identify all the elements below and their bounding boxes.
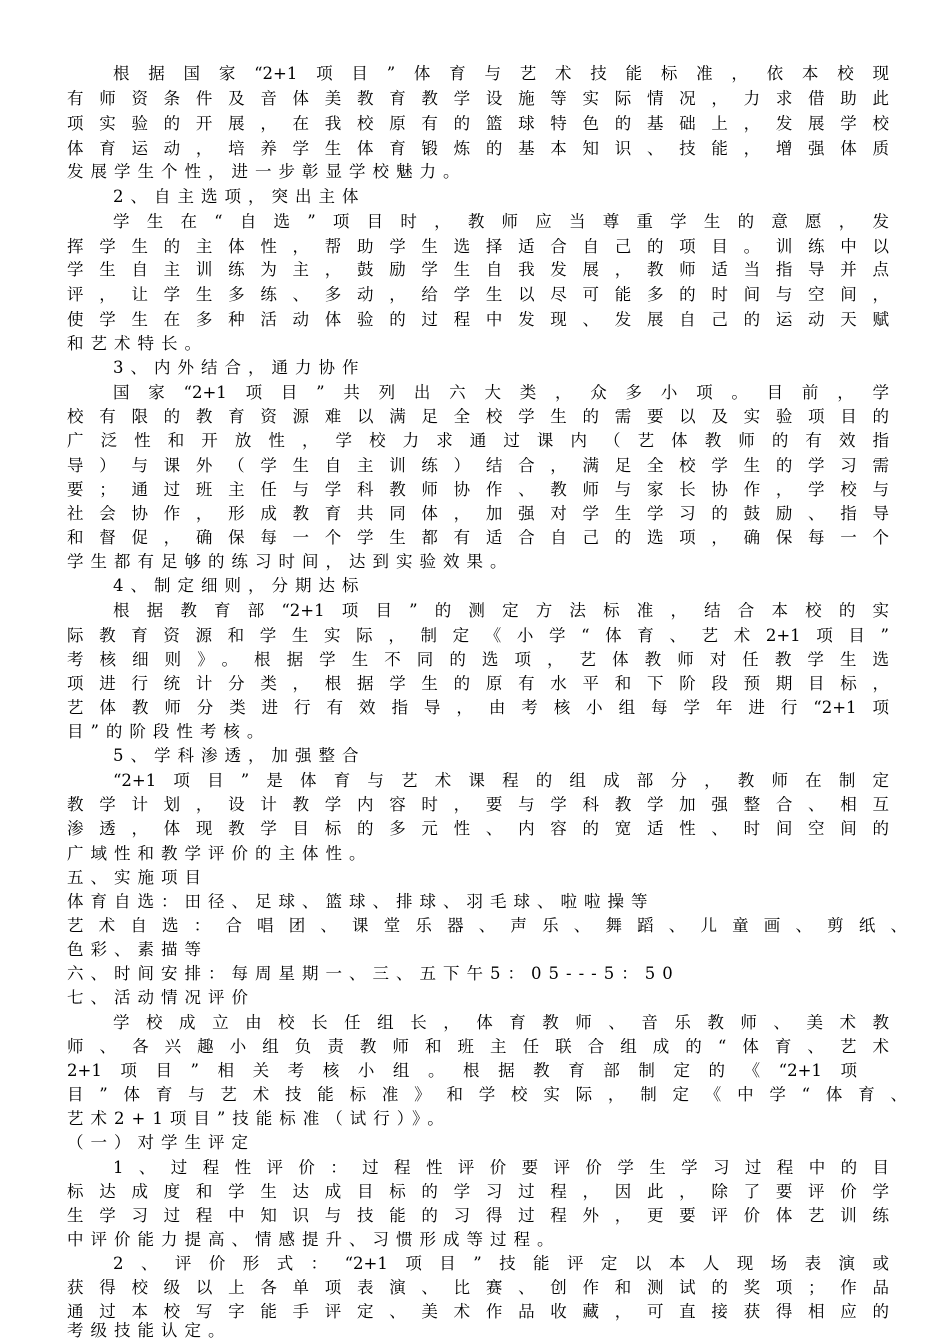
text-line: 项实验的开展，在我校原有的篮球特色的基础上，发展学校 [67, 114, 889, 133]
section-heading: 3、内外结合，通力协作 [113, 358, 366, 377]
text-line: 标达成度和学生达成目标的学习过程，因此，除了要评价学 [67, 1182, 889, 1201]
text-line: 根据国家“2+1项目”体育与艺术技能标准，依本校现 [113, 64, 889, 83]
text-line: 挥学生的主体性，帮助学生选择适合自己的项目。训练中以 [67, 237, 889, 256]
text-line: 2、评价形式：“2+1项目”技能评定以本人现场表演或 [113, 1254, 889, 1273]
text-line: 体育运动，培养学生体育锻炼的基本知识、技能，增强体质 [67, 139, 889, 158]
section-heading: 六、时间安排：每周星期一、三、五下午5：05---5：50 [67, 964, 680, 983]
text-line: 艺术自选：合唱团、课堂乐器、声乐、舞蹈、儿童画、剪纸、 [67, 916, 907, 935]
text-line: 考级技能认定。 [67, 1321, 232, 1340]
text-line: 社会协作，形成教育共同体，加强对学生学习的鼓励、指导 [67, 504, 889, 523]
text-line: 根据教育部“2+1项目”的测定方法标准，结合本校的实 [113, 601, 889, 620]
text-line: 国家“2+1项目”共列出六大类，众多小项。目前，学 [113, 383, 889, 402]
section-heading: 2、自主选项，突出主体 [113, 187, 366, 206]
text-line: 通过本校写字能手评定、美术作品收藏，可直接获得相应的 [67, 1302, 889, 1321]
section-heading: 4、制定细则，分期达标 [113, 576, 366, 595]
text-line: 项进行统计分类，根据学生的原有水平和下阶段预期目标， [67, 674, 889, 693]
text-line: 评，让学生多练、多动，给学生以尽可能多的时间与空间， [67, 285, 889, 304]
text-line: 渗透，体现教学目标的多元性、内容的宽适性、时间空间的 [67, 819, 889, 838]
text-line: 师、各兴趣小组负责教师和班主任联合组成的“体育、艺术 [67, 1037, 889, 1056]
text-line: 学生自主训练为主，鼓励学生自我发展，教师适当指导并点 [67, 260, 889, 279]
text-line: 发展学生个性，进一步彰显学校魅力。 [67, 162, 467, 181]
text-line: 色彩、素描等 [67, 940, 208, 959]
section-heading: （一）对学生评定 [67, 1133, 255, 1152]
text-line: 艺体教师分类进行有效指导，由考核小组每学年进行“2+1项 [67, 698, 889, 717]
text-line: 1、过程性评价：过程性评价要评价学生学习过程中的目 [113, 1158, 889, 1177]
text-line: 和督促，确保每一个学生都有适合自己的选项，确保每一个 [67, 528, 889, 547]
text-line: 教学计划，设计教学内容时，要与学科教学加强整合、相互 [67, 795, 889, 814]
text-line: 和艺术特长。 [67, 334, 208, 353]
text-line: 中评价能力提高、情感提升、习惯形成等过程。 [67, 1230, 561, 1249]
text-line: 使学生在多种活动体验的过程中发现、发展自己的运动天赋 [67, 310, 889, 329]
text-line: 体育自选：田径、足球、篮球、排球、羽毛球、啦啦操等 [67, 892, 655, 911]
section-heading: 5、学科渗透，加强整合 [113, 746, 366, 765]
text-line: 获得校级以上各单项表演、比赛、创作和测试的奖项；作品 [67, 1278, 889, 1297]
text-line: 生学习过程中知识与技能的习得过程外，更要评价体艺训练 [67, 1206, 889, 1225]
text-line: 目”体育与艺术技能标准》和学校实际，制定《中学“体育、 [67, 1085, 907, 1104]
text-line: 学生在“自选”项目时，教师应当尊重学生的意愿，发 [113, 212, 889, 231]
section-heading: 七、活动情况评价 [67, 988, 255, 1007]
text-line: 际教育资源和学生实际，制定《小学“体育、艺术2+1项目” [67, 626, 889, 645]
text-line: 导）与课外（学生自主训练）结合，满足全校学生的学习需 [67, 456, 889, 475]
text-line: 广域性和教学评价的主体性。 [67, 844, 373, 863]
text-line: “2+1项目”是体育与艺术课程的组成部分，教师在制定 [113, 771, 889, 790]
text-line: 学校成立由校长任组长，体育教师、音乐教师、美术教 [113, 1013, 889, 1032]
text-line: 学生都有足够的练习时间，达到实验效果。 [67, 552, 514, 571]
text-line: 校有限的教育资源难以满足全校学生的需要以及实验项目的 [67, 407, 889, 426]
text-line: 有师资条件及音体美教育教学设施等实际情况，力求借助此 [67, 89, 889, 108]
text-line: 2+1项目”相关考核小组。根据教育部制定的《“2+1项 [67, 1061, 857, 1080]
text-line: 艺术2+1项目”技能标准（试行）》。 [67, 1109, 451, 1128]
section-heading: 五、实施项目 [67, 868, 208, 887]
text-line: 目”的阶段性考核。 [67, 722, 271, 741]
text-line: 广泛性和开放性，学校力求通过课内（艺体教师的有效指 [67, 431, 889, 450]
text-line: 要；通过班主任与学科教师协作、教师与家长协作，学校与 [67, 480, 889, 499]
text-line: 考核细则》。根据学生不同的选项，艺体教师对任教学生选 [67, 650, 889, 669]
